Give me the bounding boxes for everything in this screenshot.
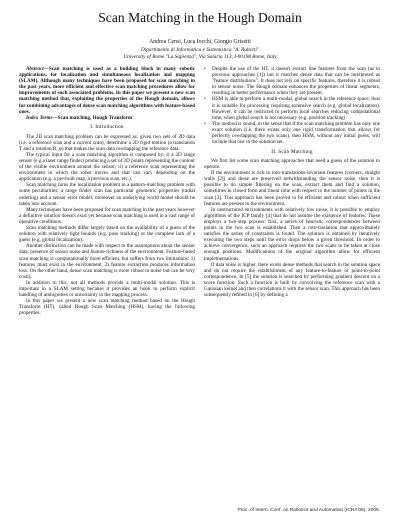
index-terms — [19, 115, 195, 121]
bullet-icon: • — [204, 66, 206, 72]
intro-paragraph: Many techniques have been proposed for scan matching in the past years however a definitive solution doesn't exist yet because scan matching is used in a vast range of operative conditions. — [19, 206, 196, 225]
bullet-icon: • — [204, 120, 206, 127]
index-terms-label: Index Terms — [26, 114, 53, 121]
scan-matching-paragraph: If the environment is rich in roto-translations-invariant features (corners, straight walls [2]) and these are preserved notwithstanding the sensor noise, then it is possible to do simple filtering on the scan, extract them and find a solution, sometimes in closed form and linear time with respect to the number of points in the scan [3]. This approach has been proved to be efficient and robust when sufficient features are present in the environment. — [204, 170, 380, 207]
author-list: Andrea Censi, Luca Iocchi, Giorgio Grisetti — [149, 39, 251, 45]
intro-paragraph: Scan matching turns the localization problem in a pattern-matching problem with some peculiarities: a range finder scan has particular geometric properties (radial ordering) and a sensor error model; moreover an underlying world model should be taken into account. — [19, 182, 195, 207]
right-column — [204, 66, 380, 298]
abstract-text: —Scan matching is used as a building block in many robotic applications, for localization and simultaneous localization and mapping (SLAM). Although many techniques have been proposed for scan matching in the past years, more efficient and effective scan matching procedures allow for improvements of such associated problems. In this paper we present a new scan matching method that, exploiting the properties of the Hough domain, allows for combining advantages of dense scan matching algorithms with feature-based ones. — [19, 66, 195, 115]
section-heading-scan-matching: II. Scan Matching — [271, 148, 313, 155]
intro-paragraph: The typical input for a scan matching algorithm is composed by: i) a 2D range sensor (e.g a laser range finder) producing a set of 2D points representing the contour of the visible environment around the sensor; ii) a reference scan representing the environment in which the robot moves and that can vary depending on the application (e.g. a pre-built map, a previous scan, etc.). — [19, 151, 195, 183]
intro-paragraph: Scan matching methods differ largely based on the availability of a guess of the solution with relatively tight bounds (e.g. pose tracking) or the complete lack of a guess (e.g. global localization). — [19, 225, 195, 244]
paper-title: Scan Matching in the Hough Domain — [98, 10, 302, 25]
scan-matching-paragraph: If data noise is higher, there exists dense methods that search in the solution space and do not require the establishment of any feature-to-feature or point-to-point correspondence. In [5] the solution is searched by performing gradient descent on a score function. Such a function is built by convolving the reference scan with a Gaussian kernel and then correlations it with the sensor scan. This approach has been subsequently refined in [6] by defining a — [204, 261, 380, 299]
publication-footer: Proc. of Intern. Conf. on Robotics and Automation (ICRA'05), 2005. — [237, 508, 380, 513]
intro-paragraph: In this paper we present a new scan matching method based on the Hough Transform (HT), called Hough Scan Matching (HSM), having the following properties. — [19, 298, 195, 317]
properties-list — [204, 66, 380, 145]
intro-paragraph: The 2D scan matching problem can be expressed as: given two sets of 2D data (i.e. a reference scan and a current scan), determine a 2D rigid motion (a translation T and a rotation R_φ) that makes the scan data overlapping the reference data. — [19, 133, 195, 152]
list-item-text: HSM is able to perform a multi-modal, global search in the reference space, thus it is suitable for processing requiring extensive search (e.g. global localization). However, it can be restricted to perform local searches reducing computational time, when global search is not necessary (e.g. position tracking). — [212, 96, 380, 121]
scan-matching-paragraph: In unstructured environments with relatively low noise, it is possible to employ algorithms of the ICP family [4] that do not assume the existence of features. These employs a two-step process: first, a series of heuristic correspondences between points in the two scan is established. Then a roto-traslation that approximately satisfies the series of constraints is found. The solution is obtained by iteratively executing the two steps until the error drops below a given threshold. In order to achieve convergence, such an approach requires the two scans to be taken at close enough positions. Modifications of the original algorithm allow for efficient implementations. — [204, 206, 380, 262]
list-item — [204, 121, 380, 145]
intro-paragraph: In addition to this, not all methods provide a multi-modal solution. This is important in a SLAM setting because it provides an hook to perform explicit handling of ambiguities or uncertainty in the mapping process. — [19, 279, 195, 299]
left-column — [19, 66, 195, 316]
index-terms-text: —Scan matching, Hough Transform — [52, 114, 133, 121]
scan-matching-paragraph: We first list some scan matching approaches that need a guess of the solution to operate. — [204, 158, 380, 171]
list-item-text: The method is sound, in the sense that if the scan matching problem has only one exact solution (i.e. there exists only one rigid transformation that allows for perfectly overlapping the two scans), then HSM, without any initial guess, will include that one in the solution set. — [212, 120, 380, 146]
abstract-label: Abstract — [26, 66, 44, 72]
list-item — [204, 96, 380, 120]
abstract — [19, 66, 195, 115]
list-item — [204, 66, 380, 96]
list-item-text: Despite the use of the HT, it doesn't extract line features from the scan (as in previous approaches [1]) but it matches dense data that can be interpreted as "feature distributions". It does not rely on specific features, therefore it is robust to sensor noise. The Hough domain enhances the properties of linear segments, resulting in better performance when they are present. — [212, 66, 380, 97]
section-heading-introduction: I. Introduction — [90, 124, 124, 131]
affiliation-university: University of Rome "La Sapienza", Via Salaria 113, I-00198 Rome, Italy — [123, 53, 277, 60]
intro-paragraph: Another distinction can be made with respect to the assumptions about the sensor data: presence of sensor noise and feature-richness of the environment. Feature-based scan matching is computationally more efficient, but suffers from two limitations: 1) features must exist in the environment, 2) feature extraction produces information loss. On the other hand, dense scan matching is more robust to noise but can be very costly. — [19, 243, 195, 280]
affiliation-department: Dipartimento di Informatica e Sistemistica "A. Ruberti" — [140, 47, 260, 53]
bullet-icon: • — [204, 96, 206, 103]
